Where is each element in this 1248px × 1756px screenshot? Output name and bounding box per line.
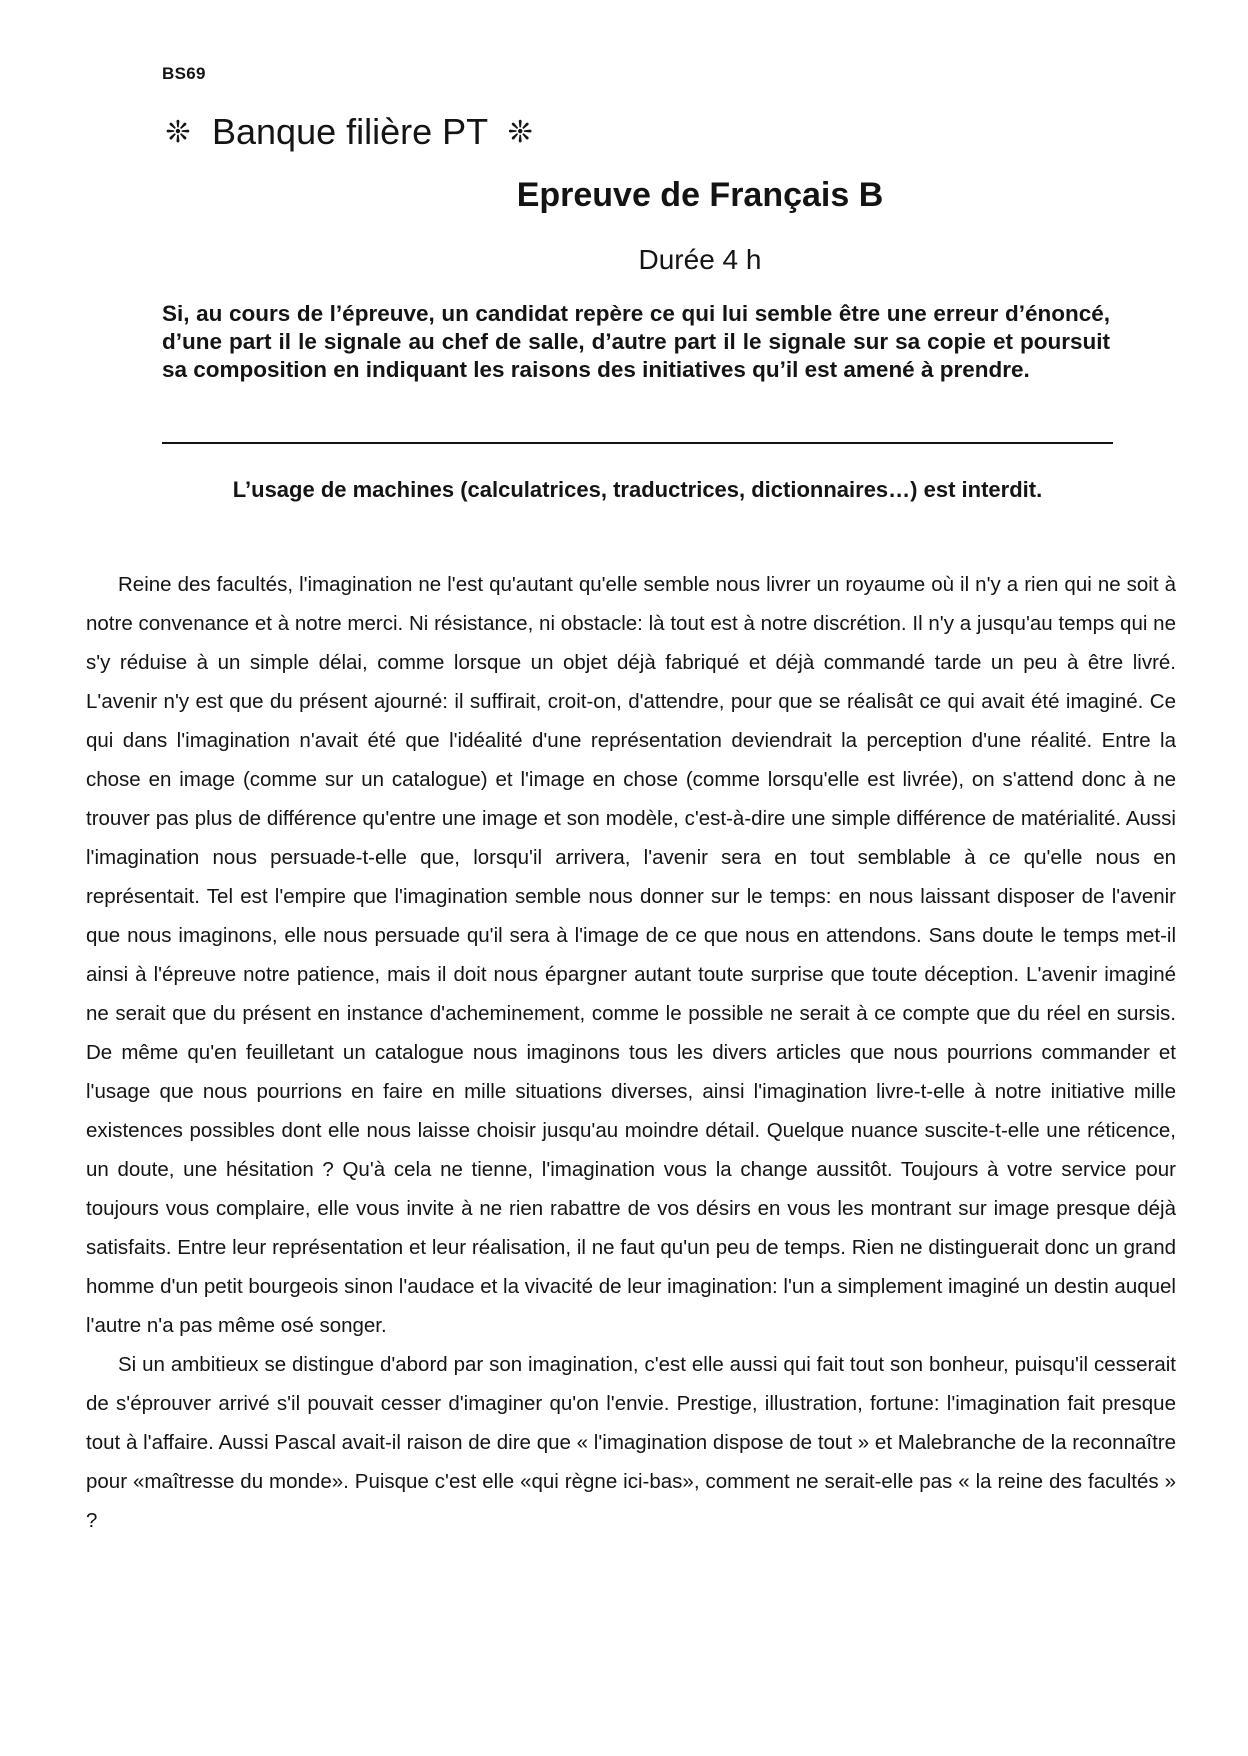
star-ornament-icon: ❊ <box>165 115 191 149</box>
banque-heading <box>162 111 536 153</box>
horizontal-divider <box>162 442 1113 444</box>
paragraph-1: Reine des facultés, l'imagination ne l'est qu'autant qu'elle semble nous livrer un royaume où il n'y a rien qui ne soit à notre convenance et à notre merci. Ni résistance, ni obstacle: là tout est à notre discrétion. Il n'y a jusqu'au temps qui ne s'y réduise à un simple délai, comme lorsque un objet déjà fabriqué et déjà commandé tarde un peu à être livré. L'avenir n'y est que du présent ajourné: il suffirait, croit-on, d'attendre, pour que se réalisât ce qui avait été imaginé. Ce qui dans l'imagination n'avait été que l'idéalité d'une représentation deviendrait la perception d'une réalité. Entre la chose en image (comme sur un catalogue) et l'image en chose (comme lorsqu'elle est livrée), on s'attend donc à ne trouver pas plus de différence qu'entre une image et son modèle, c'est-à-dire une simple différence de matérialité. Aussi l'imagination nous persuade-t-elle que, lorsqu'il arrivera, l'avenir sera en tout semblable à ce qu'elle nous en représentait. Tel est l'empire que l'imagination semble nous donner sur le temps: en nous laissant disposer de l'avenir que nous imaginons, elle nous persuade qu'il sera à l'image de ce que nous en attendons. Sans doute le temps met-il ainsi à l'épreuve notre patience, mais il doit nous épargner autant toute surprise que toute déception. L'avenir imaginé ne serait que du présent en instance d'acheminement, comme le possible ne serait à ce compte que du réel en sursis. De même qu'en feuilletant un catalogue nous imaginons tous les divers articles que nous pourrions commander et l'usage que nous pourrions en faire en mille situations diverses, ainsi l'imagination livre-t-elle à notre initiative mille existences possibles dont elle nous laisse choisir jusqu'au moindre détail. Quelque nuance suscite-t-elle une réticence, un doute, une hésitation ? Qu'à cela ne tienne, l'imagination vous la change aussitôt. Toujours à votre service pour toujours vous complaire, elle vous invite à ne rien rabattre de vos désirs en vous les montrant sur image presque déjà satisfaits. Entre leur représentation et leur réalisation, il ne faut qu'un peu de temps. Rien ne distinguerait donc un grand homme d'un petit bourgeois sinon l'audace et la vivacité de leur imagination: l'un a simplement imaginé un destin auquel l'autre n'a pas même osé songer. <box>86 573 1176 1337</box>
paragraph-2: Si un ambitieux se distingue d'abord par son imagination, c'est elle aussi qui fait tout son bonheur, puisqu'il cesserait de s'éprouver arrivé s'il pouvait cesser d'imaginer qu'on l'envie. Prestige, illustration, fortune: l'imagination fait presque tout à l'affaire. Aussi Pascal avait-il raison de dire que « l'imagination dispose de tout » et Malebranche de la reconnaître pour «maîtresse du monde». Puisque c'est elle «qui règne ici-bas», comment ne serait-elle pas « la reine des facultés » ? <box>86 1353 1176 1532</box>
banque-label: Banque filière PT <box>212 111 489 152</box>
text-body <box>86 565 1176 1540</box>
error-notice: Si, au cours de l’épreuve, un candidat repère ce qui lui semble être une erreur d’énoncé, d’une part il le signale au chef de salle, d’autre part il le signale sur sa copie et poursuit sa composition en indiquant les raisons des initiatives qu’il est amené à prendre. <box>162 301 1110 382</box>
exam-title: Epreuve de Français B <box>516 176 884 214</box>
star-ornament-icon: ❊ <box>507 115 533 149</box>
exam-duration: Durée 4 h <box>638 244 762 275</box>
document-code: BS69 <box>162 64 206 83</box>
machines-forbidden-notice: L’usage de machines (calculatrices, traductrices, dictionnaires…) est interdit. <box>232 477 1043 502</box>
